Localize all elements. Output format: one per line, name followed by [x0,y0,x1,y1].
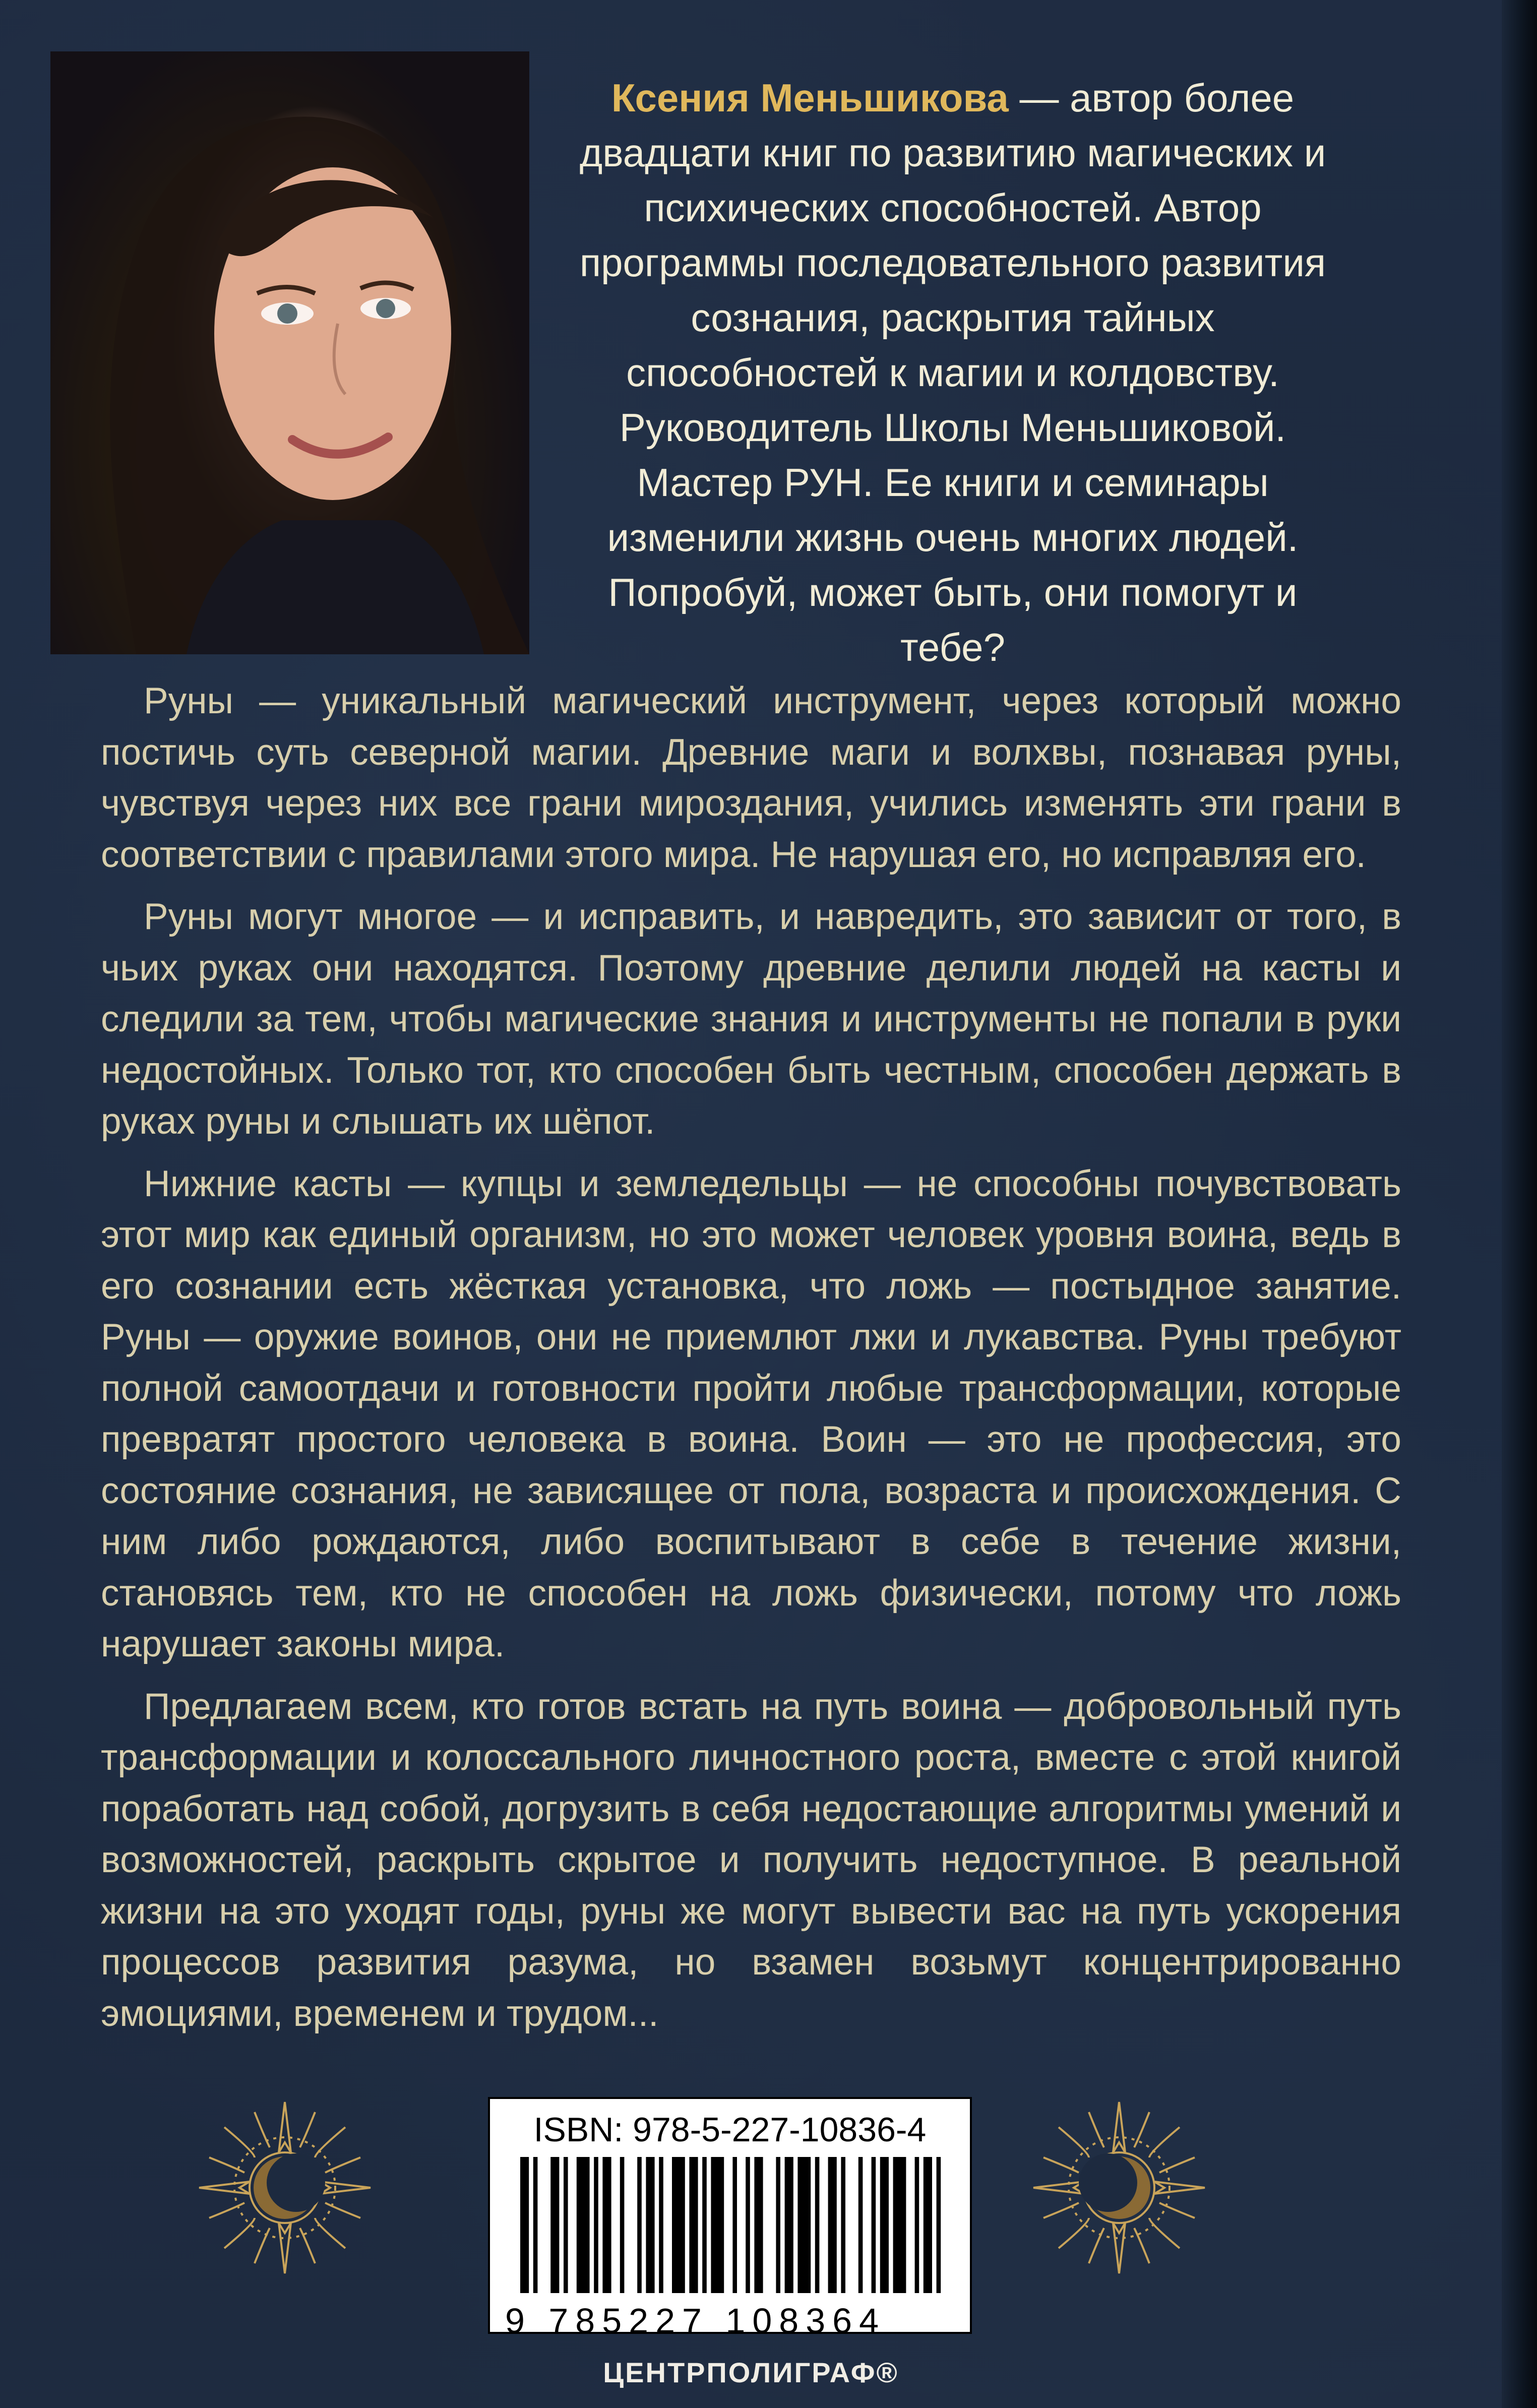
barcode-bar [602,2157,611,2293]
barcode [510,2157,954,2298]
barcode-bar [858,2157,863,2293]
barcode-bar [746,2157,750,2293]
author-photo [50,51,529,654]
author-name: Ксения Меньшикова [611,76,1009,120]
book-description [101,675,1401,2050]
description-paragraph: Предлагаем всем, кто готов встать на путь воина — добровольный путь трансформации и колоссального личностного роста, вместе с этой книгой поработать над собой, догрузить в себя недостающие алгоритмы умений и возможностей, раскрыть скрытое и получить недоступное. В реальной жизни на это уходят годы, руны же могут вывести вас на путь ускорения процессов развития разума, но взамен возьмут концентрированно эмоциями, временем и трудом... [101,1686,1401,2034]
barcode-digits: 9 785227 108364 [505,2301,886,2340]
barcode-bar [732,2157,737,2293]
barcode-bar [689,2157,698,2293]
barcode-bar [797,2157,811,2293]
barcode-bar [785,2157,793,2293]
barcode-bar [893,2157,906,2293]
barcode-bar [937,2157,941,2293]
barcode-bar [754,2157,763,2293]
barcode-bar [702,2157,707,2293]
author-portrait [50,51,529,654]
sun-moon-ornament-icon [1013,2082,1225,2294]
barcode-bar [637,2157,642,2293]
isbn-label: ISBN: 978-5-227-10836-4 [533,2111,927,2149]
barcode-bar [828,2157,837,2293]
barcode-bar [872,2157,876,2293]
barcode-bar [924,2157,932,2293]
author-bio [570,71,1336,675]
barcode-bar [672,2157,685,2293]
barcode-bar [594,2157,598,2293]
barcode-bar [776,2157,780,2293]
barcode-bar [815,2157,820,2293]
publisher-logo: ЦЕНТРПОЛИГРАФ® [603,2357,899,2388]
barcode-bar [841,2157,845,2293]
barcode-bar [533,2157,538,2293]
description-paragraph: Руны — уникальный магический инструмент, через который можно постичь суть северной магии. Древние маги и волхвы, познавая руны, чувствуя через них все грани мироздания, учились изменять эти грани в соответствии с правилами этого мира. Не нарушая его, но исправляя его. [101,681,1401,875]
description-paragraph: Нижние касты — купцы и земледельцы — не способны почувствовать этот мир как единый организм, но это может человек уровня воина, ведь в его сознании есть жёсткая установка, что ложь — постыдное занятие. Руны — оружие воинов, они не приемлют лжи и лукавства. Руны требуют полной самоотдачи и готовности пройти любые трансформации, которые превратят простого человека в воина. Воин — это не профессия, это состояние сознания, не зависящее от пола, возраста и происхождения. С ним либо рождаются, либо воспитывают в себе в течение жизни, становясь тем, кто не способен на ложь физически, потому что ложь нарушает законы мира. [101,1163,1401,1664]
barcode-bar [915,2157,919,2293]
barcode-bar [564,2157,568,2293]
barcode-bar [577,2157,590,2293]
barcode-bar [550,2157,559,2293]
barcode-bar [646,2157,654,2293]
isbn-barcode-block [488,2097,972,2340]
author-bio-text: — автор более двадцати книг по развитию магических и психических способностей. Автор программы последовательного развития сознания, раскрытия тайных способностей к магии и колдовству. Руководитель Школы Меньшиковой. Мастер РУН. Ее книги и семинары изменили жизнь очень многих людей. Попробуй, может быть, они помогут и тебе? [579,76,1326,669]
barcode-bar [620,2157,625,2293]
barcode-bar [711,2157,724,2293]
barcode-bar [659,2157,663,2293]
barcode-bar [880,2157,889,2293]
sun-moon-ornament-icon [179,2082,391,2294]
barcode-bar [520,2157,529,2293]
description-paragraph: Руны могут многое — и исправить, и навредить, это зависит от того, в чьих руках они находятся. Поэтому древние делили людей на касты и следили за тем, чтобы магические знания и инструменты не попали в руки недостойных. Только тот, кто способен быть честным, способен держать в руках руны и слышать их шёпот. [101,896,1401,1142]
spine-edge [1502,0,1537,2408]
